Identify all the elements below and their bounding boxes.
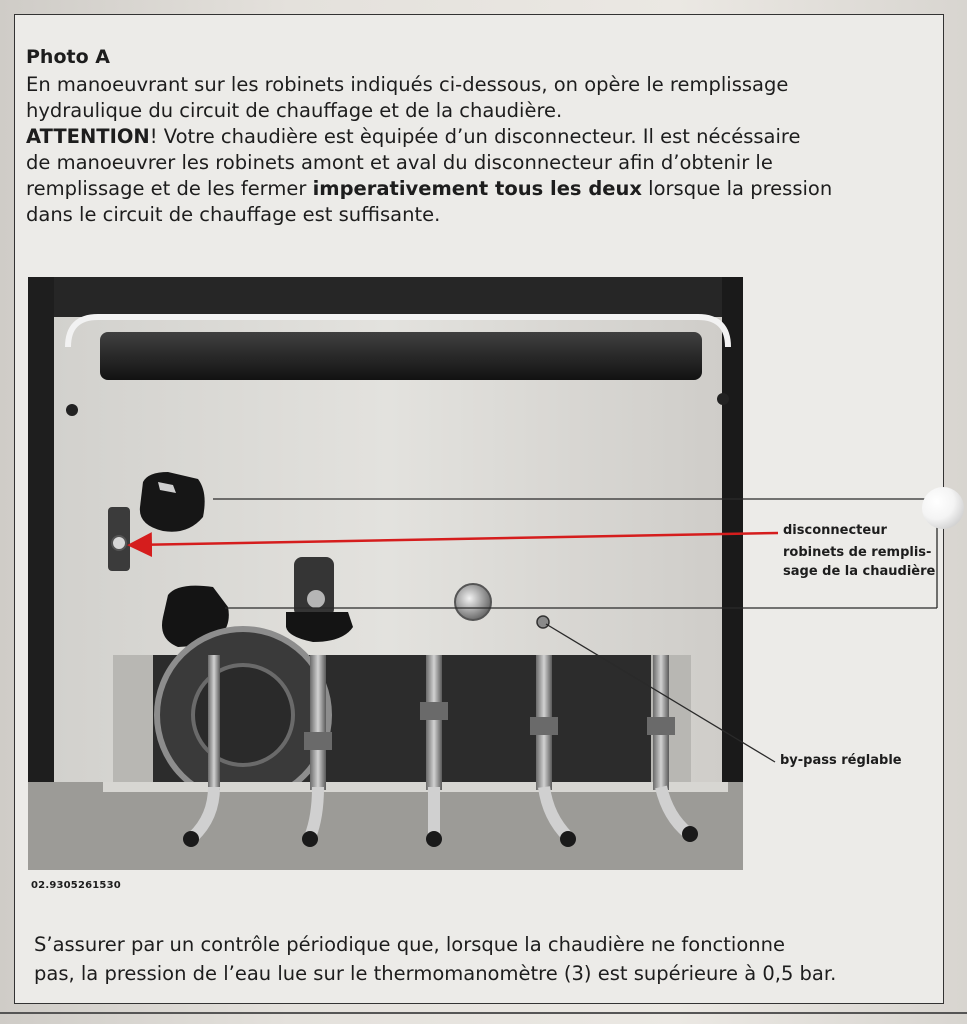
- intro-line-4: de manoeuvrer les robinets amont et aval du disconnecteur afin d’obtenir le: [26, 151, 773, 174]
- intro-line-5-bold: imperativement tous les deux: [312, 177, 642, 200]
- bottom-plate-edge: [103, 782, 728, 792]
- photo-title: Photo A: [26, 46, 110, 68]
- intro-line-3-rest: ! Votre chaudière est èquipée d’un disconnecteur. Il est nécéssaire: [149, 125, 801, 148]
- callout-robinets-line-1: robinets de remplis-: [783, 545, 932, 560]
- upper-valve-knob: [140, 472, 205, 532]
- callout-disconnecteur: disconnecteur: [783, 523, 887, 538]
- callout-bypass: by-pass réglable: [780, 753, 902, 768]
- disconnecteur-valve: [112, 536, 126, 550]
- gauge-fitting: [307, 590, 325, 608]
- intro-line-5-start: remplissage et de les fermer: [26, 177, 313, 200]
- intro-line-5-end: lorsque la pression: [641, 177, 833, 200]
- boiler-photo: [28, 277, 743, 870]
- intro-line-5: [26, 176, 926, 202]
- intro-line-3: [26, 124, 926, 150]
- bottom-plate: [28, 782, 743, 870]
- left-shadow: [28, 277, 54, 870]
- mounting-hole-left: [66, 404, 78, 416]
- bottom-rule: [0, 1012, 967, 1014]
- intro-text: [26, 44, 926, 228]
- intro-line-1: En manoeuvrant sur les robinets indiqués ci-dessous, on opère le remplissage: [26, 73, 789, 96]
- bypass-screw: [537, 616, 549, 628]
- decorative-round-knob: [922, 487, 964, 529]
- intro-line-2: hydraulique du circuit de chauffage et de la chaudière.: [26, 99, 563, 122]
- top-handle-bar: [100, 332, 702, 380]
- callout-robinets-line-2: sage de la chaudière: [783, 564, 936, 579]
- boiler-photo-illustration: [28, 277, 743, 870]
- gauge-bracket: [294, 557, 334, 617]
- callout-robinets: [783, 543, 953, 581]
- right-shadow: [722, 277, 743, 870]
- outro-text: [34, 930, 939, 988]
- outro-line-2: pas, la pression de l’eau lue sur le thermomanomètre (3) est supérieure à 0,5 bar.: [34, 962, 837, 985]
- mounting-hole-right: [717, 393, 729, 405]
- pressure-gauge: [455, 584, 491, 620]
- photo-reference-code: 02.9305261530: [31, 880, 121, 891]
- attention-label: ATTENTION: [26, 125, 150, 148]
- outro-line-1: S’assurer par un contrôle périodique que, lorsque la chaudière ne fonctionne: [34, 933, 785, 956]
- intro-line-6: dans le circuit de chauffage est suffisante.: [26, 203, 441, 226]
